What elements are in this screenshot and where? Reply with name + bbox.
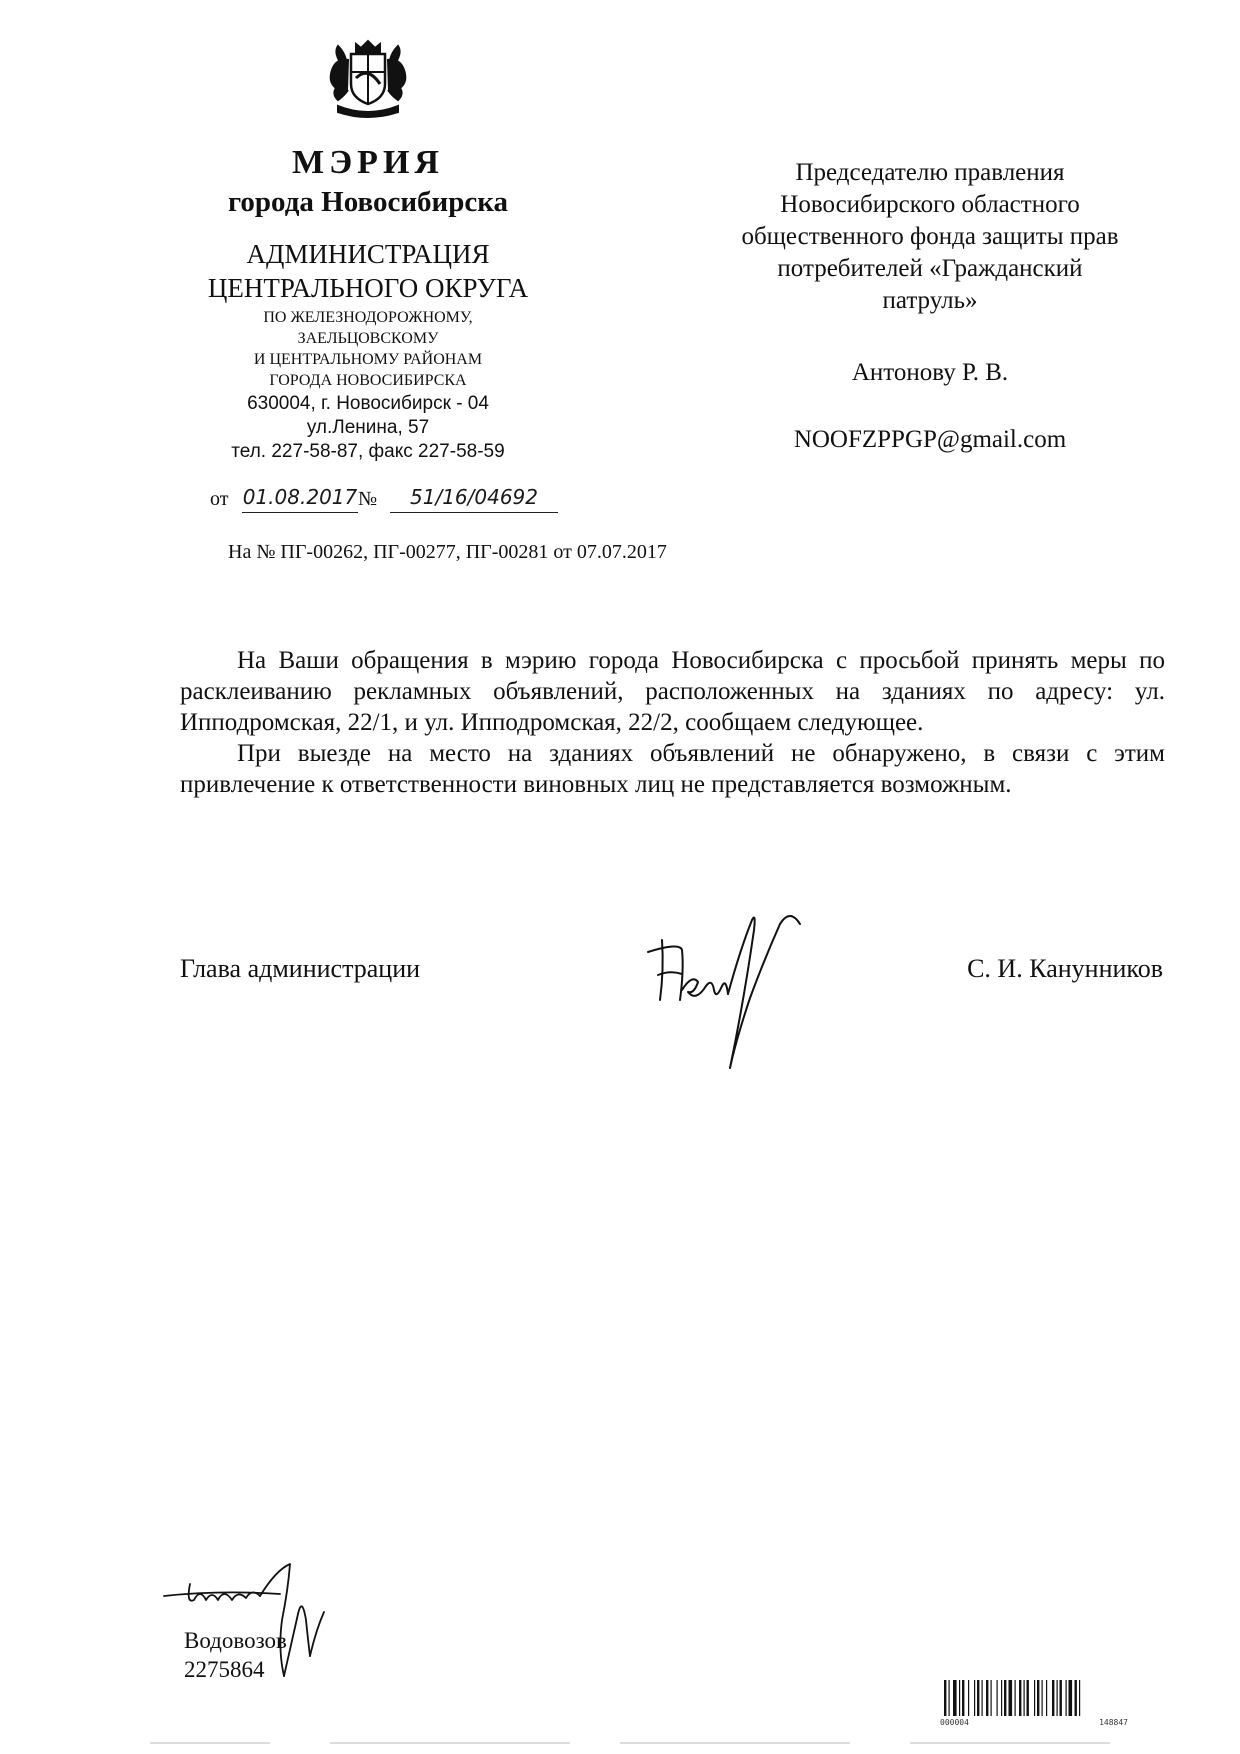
handwritten-signature-icon <box>640 890 850 1090</box>
barcode-bar <box>1034 1680 1035 1716</box>
barcode-bar <box>997 1680 998 1716</box>
barcode-digits-right: 148847 <box>1099 1718 1128 1727</box>
barcode-bar <box>1060 1680 1062 1716</box>
reference-line: На № ПГ-00262, ПГ-00277, ПГ-00281 от 07.07.2017 <box>228 541 667 563</box>
administration-subtitle: ЦЕНТРАЛЬНОГО ОКРУГА <box>207 273 529 303</box>
outgoing-registration <box>210 482 570 522</box>
outgoing-date: 01.08.2017 <box>242 482 358 513</box>
date-label: от <box>210 488 229 510</box>
barcode-digits <box>940 1718 1128 1730</box>
barcode-bar <box>1052 1680 1054 1716</box>
address-line: ул.Ленина, 57 <box>306 417 430 438</box>
barcode-bar <box>1037 1680 1039 1716</box>
barcode-bar <box>982 1680 983 1716</box>
recipient-line: Новосибирского областного <box>780 191 1080 218</box>
mayoralty-title: МЭРИЯ <box>292 144 444 181</box>
barcode-bar <box>949 1680 950 1716</box>
barcode-bar <box>1042 1680 1043 1716</box>
recipient-name: Антонову Р. В. <box>851 359 1009 386</box>
administration-title: АДМИНИСТРАЦИЯ <box>246 239 490 269</box>
districts-line: ЗАЕЛЬЦОВСКОМУ <box>297 330 439 347</box>
barcode-bar <box>1069 1680 1073 1716</box>
barcode-bar <box>968 1680 969 1716</box>
barcode-bar <box>991 1680 992 1716</box>
barcode-bar <box>1001 1680 1002 1716</box>
barcode-bar <box>1004 1680 1006 1716</box>
districts-line: ПО ЖЕЛЕЗНОДОРОЖНОМУ, <box>263 309 473 326</box>
barcode-bar <box>944 1680 946 1716</box>
barcode-bar <box>1079 1680 1080 1716</box>
body-paragraph: На Ваши обращения в мэрию города Новосибирска с просьбой принять меры по расклеиванию рекламных объявлений, расположенных на зданиях по адресу: ул. Ипподромская, 22/1, и ул. Ипподромская, 22/2, сообщаем следующее. <box>180 647 1165 736</box>
recipient-email: NOOFZPPGP@gmail.com <box>793 426 1067 453</box>
recipient-line: потребителей «Гражданский <box>777 255 1083 282</box>
signatory-name: С. И. Канунников <box>967 954 1163 983</box>
barcode-bar <box>962 1680 964 1716</box>
coat-of-arms-icon <box>318 38 418 122</box>
signatory-position: Глава администрации <box>180 954 421 983</box>
districts-block <box>180 307 556 391</box>
barcode-bar <box>1024 1680 1025 1716</box>
barcode-bar <box>1066 1680 1067 1716</box>
address-line: 630004, г. Новосибирск - 04 <box>247 393 489 414</box>
letter-body <box>180 645 1165 800</box>
barcode-bar <box>986 1680 988 1716</box>
barcode-bar <box>974 1680 975 1716</box>
barcode-bar <box>959 1680 960 1716</box>
executor-phone: 2275864 <box>184 1657 265 1682</box>
recipient-line: патруль» <box>882 287 978 314</box>
contact-line: тел. 227-58-87, факс 227-58-59 <box>231 441 505 462</box>
scan-artefact <box>150 1742 1110 1745</box>
districts-line: ГОРОДА НОВОСИБИРСКА <box>269 372 467 389</box>
districts-line: И ЦЕНТРАЛЬНОМУ РАЙОНАМ <box>253 351 483 368</box>
barcode-bar <box>1009 1680 1013 1716</box>
barcode-bar <box>1027 1680 1029 1716</box>
executor-name: Водовозов <box>184 1628 287 1653</box>
number-label: № <box>358 488 378 510</box>
recipient-line: Председателю правления <box>795 159 1065 186</box>
barcode-bar <box>1015 1680 1016 1716</box>
mayoralty-city: города Новосибирска <box>227 186 509 218</box>
barcode-digits-left: 000004 <box>940 1718 969 1727</box>
recipient-line: общественного фонда защиты прав <box>741 223 1119 250</box>
barcode-bar <box>1019 1680 1021 1716</box>
barcode-bar <box>1075 1680 1077 1716</box>
barcode-bar <box>953 1680 957 1716</box>
sender-address <box>180 392 556 464</box>
barcode-bar <box>977 1680 979 1716</box>
outgoing-number: 51/16/04692 <box>390 482 558 513</box>
recipient-block <box>700 157 1160 317</box>
body-paragraph: При выезде на место на зданиях объявлений не обнаружено, в связи с этим привлечение к ответственности виновных лиц не представляется возможным. <box>180 740 1165 798</box>
barcode-bar <box>1046 1680 1047 1716</box>
barcode-bar <box>1057 1680 1058 1716</box>
